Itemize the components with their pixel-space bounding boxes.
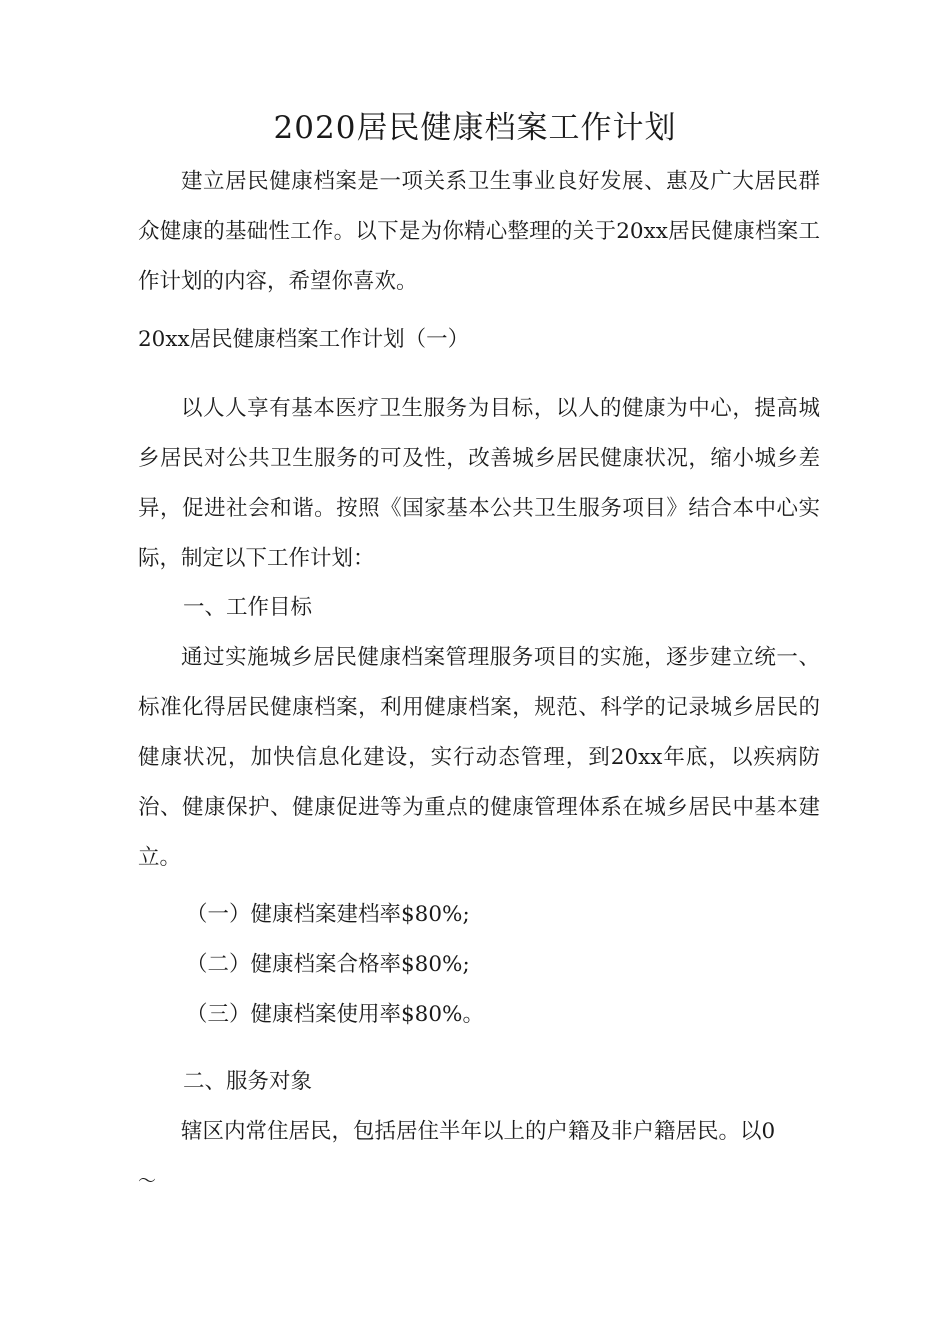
objective-paragraph: 通过实施城乡居民健康档案管理服务项目的实施，逐步建立统一、标准化得居民健康档案，利用健康档案，规范、科学的记录城乡居民的健康状况，加快信息化建设，实行动态管理，到20xx年底，以疾病防治、健康保护、健康促进等为重点的健康管理体系在城乡居民中基本建立。 — [138, 645, 820, 870]
target-item-2: （二）健康档案合格率$80%; — [186, 952, 470, 977]
goal-intro-paragraph: 以人人享有基本医疗卫生服务为目标，以人的健康为中心，提高城乡居民对公共卫生服务的可及性，改善城乡居民健康状况，缩小城乡差异，促进社会和谐。按照《国家基本公共卫生服务项目》结合本中心实际，制定以下工作计划： — [138, 396, 820, 571]
section-heading: 20xx居民健康档案工作计划（一） — [138, 327, 470, 352]
intro-paragraph: 建立居民健康档案是一项关系卫生事业良好发展、惠及广大居民群众健康的基础性工作。以下是为你精心整理的关于20xx居民健康档案工作计划的内容，希望你喜欢。 — [138, 169, 820, 294]
target-item-1: （一）健康档案建档率$80%; — [186, 902, 470, 927]
target-item-3: （三）健康档案使用率$80%。 — [186, 1002, 484, 1027]
document-title: 2020居民健康档案工作计划 — [273, 110, 677, 146]
service-paragraph: 辖区内常住居民，包括居住半年以上的户籍及非户籍居民。以0 — [181, 1119, 776, 1144]
trailing-mark: 〜 — [138, 1171, 156, 1192]
heading-service-target: 二、服务对象 — [183, 1069, 313, 1094]
heading-work-goal: 一、工作目标 — [183, 595, 313, 620]
